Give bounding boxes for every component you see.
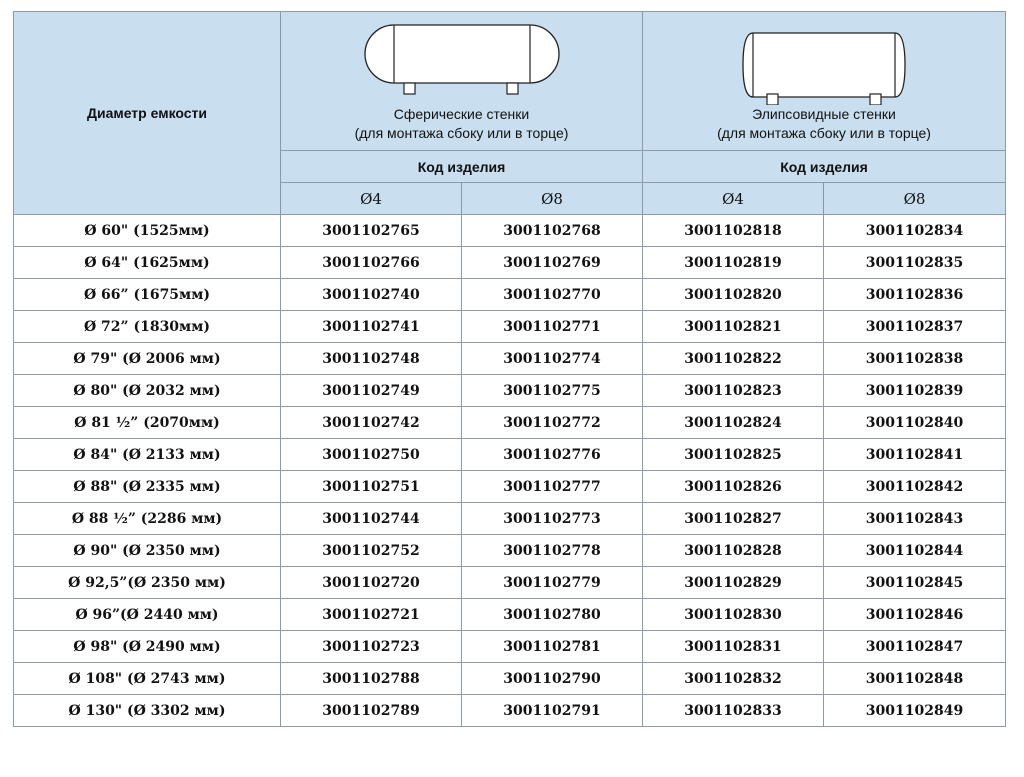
spherical-d4-code: 3001102740 (281, 279, 462, 311)
spherical-d4-code: 3001102749 (281, 375, 462, 407)
diameter-cell: Ø 90" (Ø 2350 мм) (14, 535, 281, 567)
spherical-d8-code: 3001102771 (462, 311, 643, 343)
diameter-cell: Ø 60" (1525мм) (14, 215, 281, 247)
table-row (14, 503, 1006, 535)
elliptical-d8-code: 3001102843 (824, 503, 1006, 535)
elliptical-d4-code: 3001102830 (643, 599, 824, 631)
diameter-cell: Ø 79" (Ø 2006 мм) (14, 343, 281, 375)
diameter-cell: Ø 130" (Ø 3302 мм) (14, 695, 281, 727)
spherical-d8-code: 3001102774 (462, 343, 643, 375)
spherical-d4-code: 3001102765 (281, 215, 462, 247)
table-row (14, 247, 1006, 279)
spherical-d4-code: 3001102751 (281, 471, 462, 503)
elliptical-d8-header: Ø8 (824, 183, 1006, 215)
diameter-cell: Ø 88" (Ø 2335 мм) (14, 471, 281, 503)
elliptical-d8-code: 3001102848 (824, 663, 1006, 695)
elliptical-d8-code: 3001102834 (824, 215, 1006, 247)
spherical-d4-code: 3001102789 (281, 695, 462, 727)
diameter-cell: Ø 66” (1675мм) (14, 279, 281, 311)
elliptical-d4-code: 3001102818 (643, 215, 824, 247)
elliptical-d8-code: 3001102835 (824, 247, 1006, 279)
spherical-d4-code: 3001102744 (281, 503, 462, 535)
diameter-cell: Ø 64" (1625мм) (14, 247, 281, 279)
elliptical-d8-code: 3001102836 (824, 279, 1006, 311)
table-row (14, 311, 1006, 343)
table-row (14, 375, 1006, 407)
spherical-d4-code: 3001102741 (281, 311, 462, 343)
table-row (14, 663, 1006, 695)
spherical-d8-header: Ø8 (462, 183, 643, 215)
elliptical-caption-note: (для монтажа сбоку или в торце) (717, 125, 931, 141)
table-row (14, 695, 1006, 727)
diameter-cell: Ø 81 ½” (2070мм) (14, 407, 281, 439)
diameter-cell: Ø 108" (Ø 2743 мм) (14, 663, 281, 695)
spherical-caption-note: (для монтажа сбоку или в торце) (354, 125, 569, 141)
elliptical-d4-code: 3001102822 (643, 343, 824, 375)
spherical-d4-code: 3001102742 (281, 407, 462, 439)
elliptical-d4-code: 3001102828 (643, 535, 824, 567)
table-row (14, 631, 1006, 663)
spherical-d8-code: 3001102776 (462, 439, 643, 471)
elliptical-d4-code: 3001102827 (643, 503, 824, 535)
spherical-d4-code: 3001102720 (281, 567, 462, 599)
table-row (14, 471, 1006, 503)
spherical-d8-code: 3001102780 (462, 599, 643, 631)
spherical-d8-code: 3001102779 (462, 567, 643, 599)
elliptical-d8-code: 3001102845 (824, 567, 1006, 599)
elliptical-d8-code: 3001102847 (824, 631, 1006, 663)
table-row (14, 215, 1006, 247)
elliptical-d8-code: 3001102842 (824, 471, 1006, 503)
table-row (14, 535, 1006, 567)
elliptical-d8-code: 3001102839 (824, 375, 1006, 407)
spherical-d8-code: 3001102781 (462, 631, 643, 663)
table-row (14, 599, 1006, 631)
table-row (14, 567, 1006, 599)
table-row (14, 407, 1006, 439)
elliptical-d4-code: 3001102826 (643, 471, 824, 503)
spherical-d8-code: 3001102790 (462, 663, 643, 695)
diameter-cell: Ø 92,5”(Ø 2350 мм) (14, 567, 281, 599)
elliptical-tank-icon (739, 19, 909, 105)
elliptical-d8-code: 3001102844 (824, 535, 1006, 567)
elliptical-d8-code: 3001102849 (824, 695, 1006, 727)
elliptical-caption: Элипсовидные стенки (752, 106, 896, 122)
elliptical-d8-code: 3001102837 (824, 311, 1006, 343)
spherical-d4-header: Ø4 (281, 183, 462, 215)
diameter-header: Диаметр емкости (14, 12, 281, 215)
diameter-cell: Ø 72” (1830мм) (14, 311, 281, 343)
elliptical-d4-code: 3001102823 (643, 375, 824, 407)
spherical-d4-code: 3001102788 (281, 663, 462, 695)
spherical-d4-code: 3001102766 (281, 247, 462, 279)
elliptical-d4-code: 3001102833 (643, 695, 824, 727)
spherical-d8-code: 3001102778 (462, 535, 643, 567)
spherical-d8-code: 3001102791 (462, 695, 643, 727)
spherical-d8-code: 3001102777 (462, 471, 643, 503)
elliptical-header (643, 12, 1006, 151)
elliptical-d8-code: 3001102840 (824, 407, 1006, 439)
elliptical-d4-code: 3001102820 (643, 279, 824, 311)
spherical-d4-code: 3001102752 (281, 535, 462, 567)
spherical-d4-code: 3001102750 (281, 439, 462, 471)
elliptical-d4-code: 3001102824 (643, 407, 824, 439)
spherical-code-header: Код изделия (281, 151, 643, 183)
spherical-d8-code: 3001102775 (462, 375, 643, 407)
elliptical-d4-code: 3001102832 (643, 663, 824, 695)
spherical-d8-code: 3001102773 (462, 503, 643, 535)
spherical-d8-code: 3001102770 (462, 279, 643, 311)
spherical-d4-code: 3001102748 (281, 343, 462, 375)
diameter-cell: Ø 96”(Ø 2440 мм) (14, 599, 281, 631)
elliptical-d4-code: 3001102831 (643, 631, 824, 663)
spherical-d8-code: 3001102768 (462, 215, 643, 247)
diameter-cell: Ø 84" (Ø 2133 мм) (14, 439, 281, 471)
table-row (14, 343, 1006, 375)
elliptical-d8-code: 3001102846 (824, 599, 1006, 631)
elliptical-d8-code: 3001102841 (824, 439, 1006, 471)
elliptical-d4-code: 3001102829 (643, 567, 824, 599)
table-row (14, 279, 1006, 311)
spherical-caption: Сферические стенки (393, 106, 530, 122)
elliptical-d4-code: 3001102821 (643, 311, 824, 343)
elliptical-d4-code: 3001102819 (643, 247, 824, 279)
elliptical-code-header: Код изделия (643, 151, 1006, 183)
spherical-d8-code: 3001102772 (462, 407, 643, 439)
table-row (14, 439, 1006, 471)
elliptical-d8-code: 3001102838 (824, 343, 1006, 375)
diameter-cell: Ø 80" (Ø 2032 мм) (14, 375, 281, 407)
spherical-d4-code: 3001102721 (281, 599, 462, 631)
spherical-d8-code: 3001102769 (462, 247, 643, 279)
elliptical-d4-header: Ø4 (643, 183, 824, 215)
spherical-d4-code: 3001102723 (281, 631, 462, 663)
product-code-table (13, 11, 1006, 727)
diameter-cell: Ø 88 ½” (2286 мм) (14, 503, 281, 535)
spherical-header (281, 12, 643, 151)
diameter-cell: Ø 98" (Ø 2490 мм) (14, 631, 281, 663)
spherical-tank-icon (362, 19, 562, 105)
elliptical-d4-code: 3001102825 (643, 439, 824, 471)
